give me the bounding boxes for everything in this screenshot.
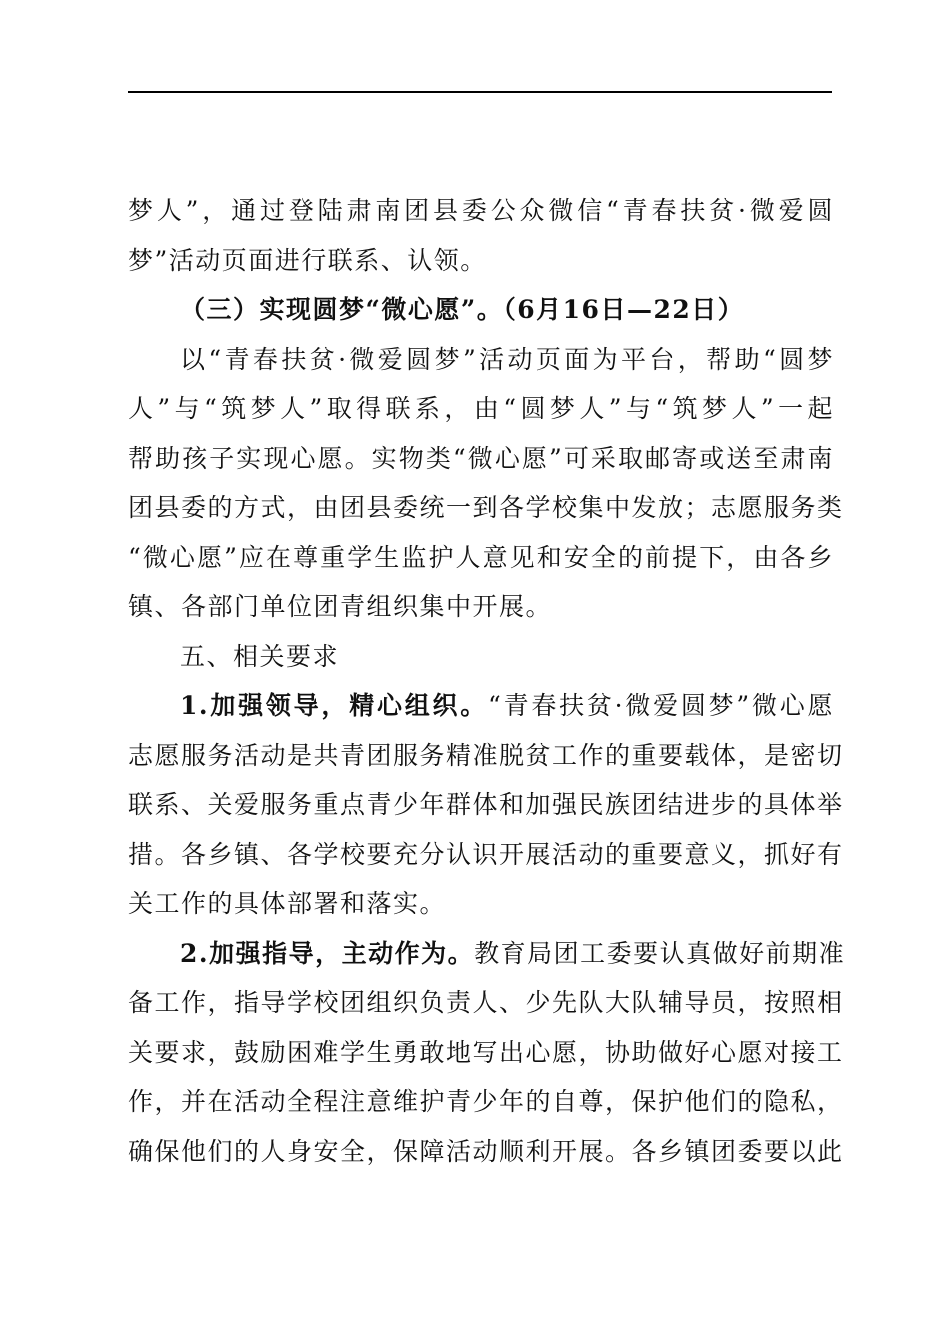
body-line — [128, 929, 846, 979]
item-text: “青春扶贫·微爱圆梦”微心愿 — [488, 691, 834, 720]
item-heading: 2.加强指导，主动作为。 — [180, 938, 475, 968]
body-line: 确保他们的人身安全，保障活动顺利开展。各乡镇团委要以此 — [128, 1136, 844, 1166]
body-line: 以“青春扶贫·微爱圆梦”活动页面为平台，帮助“圆梦 — [180, 344, 834, 374]
item-text: 教育局团工委要认真做好前期准 — [474, 938, 846, 968]
body-line: 梦”活动页面进行联系、认领。 — [128, 245, 487, 275]
body-line: 团县委的方式，由团县委统一到各学校集中发放；志愿服务类 — [128, 493, 844, 522]
section-heading: 五、相关要求 — [180, 641, 340, 671]
item-heading: 1.加强领导，精心组织。 — [180, 691, 489, 720]
body-line: 措。各乡镇、各学校要充分认识开展活动的重要意义，抓好有 — [128, 839, 844, 869]
body-line: 梦人”，通过登陆肃南团县委公众微信“青春扶贫·微爱圆 — [128, 196, 834, 225]
body-line: 关工作的具体部署和落实。 — [128, 889, 447, 918]
header-rule — [128, 91, 832, 93]
body-line: 镇、各部门单位团青组织集中开展。 — [128, 592, 553, 621]
body-line: 关要求，鼓励困难学生勇敢地写出心愿，协助做好心愿对接工 — [128, 1037, 844, 1067]
body-line — [128, 681, 834, 731]
document-body — [128, 186, 846, 1176]
body-line: 备工作，指导学校团组织负责人、少先队大队辅导员，按照相 — [128, 988, 844, 1017]
body-line: 志愿服务活动是共青团服务精准脱贫工作的重要载体，是密切 — [128, 740, 844, 770]
body-line: 帮助孩子实现心愿。实物类“微心愿”可采取邮寄或送至肃南 — [128, 443, 834, 473]
body-line: “微心愿”应在尊重学生监护人意见和安全的前提下，由各乡 — [128, 542, 834, 572]
body-line: 作，并在活动全程注意维护青少年的自尊，保护他们的隐私， — [128, 1087, 844, 1116]
body-line: 联系、关爱服务重点青少年群体和加强民族团结进步的具体举 — [128, 790, 844, 819]
body-line: 人”与“筑梦人”取得联系，由“圆梦人”与“筑梦人”一起 — [128, 394, 834, 423]
section-heading: （三）实现圆梦“微心愿”。（6月16日—22日） — [180, 295, 745, 324]
